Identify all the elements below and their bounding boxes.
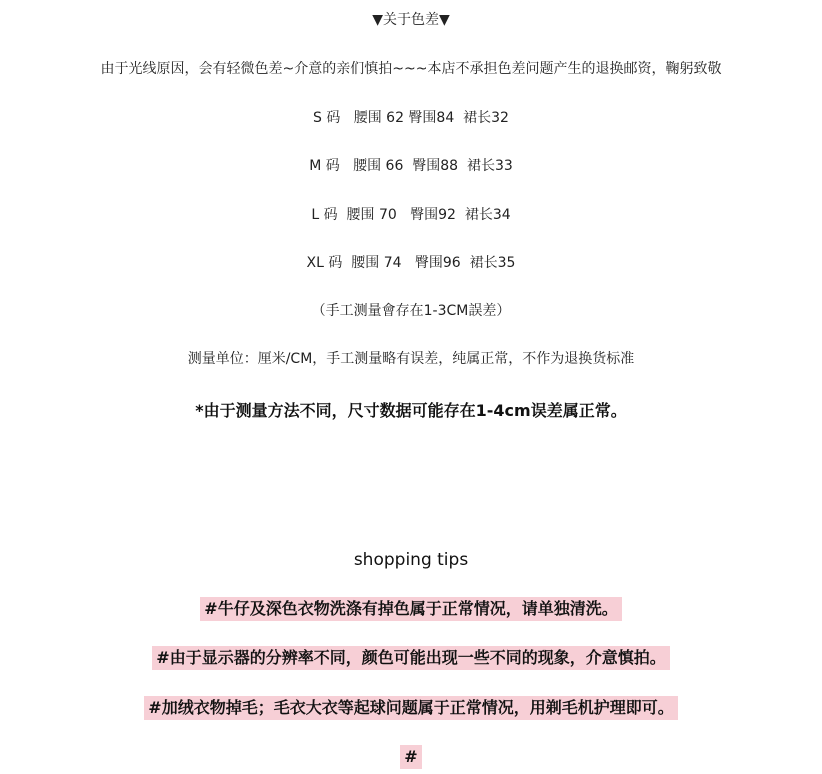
bold-measure-note: *由于测量方法不同，尺寸数据可能存在1-4cm误差属正常。 xyxy=(195,401,627,420)
unit-note: 测量单位：厘米/CM，手工测量略有误差，纯属正常，不作为退换货标准 xyxy=(187,351,635,367)
tip-highlight: # xyxy=(400,745,421,769)
tip-item xyxy=(0,646,822,670)
shopping-tips-title: shopping tips xyxy=(353,550,469,570)
color-notice-heading: ▼关于色差▼ xyxy=(372,12,450,28)
tip-highlight: #加绒衣物掉毛；毛衣大衣等起球问题属于正常情况，用剃毛机护理即可。 xyxy=(144,696,677,720)
size-row-s: S 码 腰围 62 臀围84 裙长32 xyxy=(313,110,509,126)
tip-item xyxy=(0,745,822,769)
size-row-m: M 码 腰围 66 臀围88 裙长33 xyxy=(309,158,513,174)
tip-highlight: #牛仔及深色衣物洗涤有掉色属于正常情况，请单独清洗。 xyxy=(200,597,621,621)
size-row-xl: XL 码 腰围 74 臀围96 裙长35 xyxy=(306,255,516,271)
measure-note: （手工测量會存在1-3CM誤差） xyxy=(311,303,511,319)
tip-highlight: #由于显示器的分辨率不同，颜色可能出现一些不同的现象，介意慎拍。 xyxy=(152,646,669,670)
size-row-l: L 码 腰围 70 臀围92 裙长34 xyxy=(311,207,511,223)
tip-item xyxy=(0,696,822,720)
tip-item xyxy=(0,597,822,621)
color-notice-text: 由于光线原因，会有轻微色差~介意的亲们慎拍~~~本店不承担色差问题产生的退换邮资，鞠躬致敬 xyxy=(100,61,722,77)
